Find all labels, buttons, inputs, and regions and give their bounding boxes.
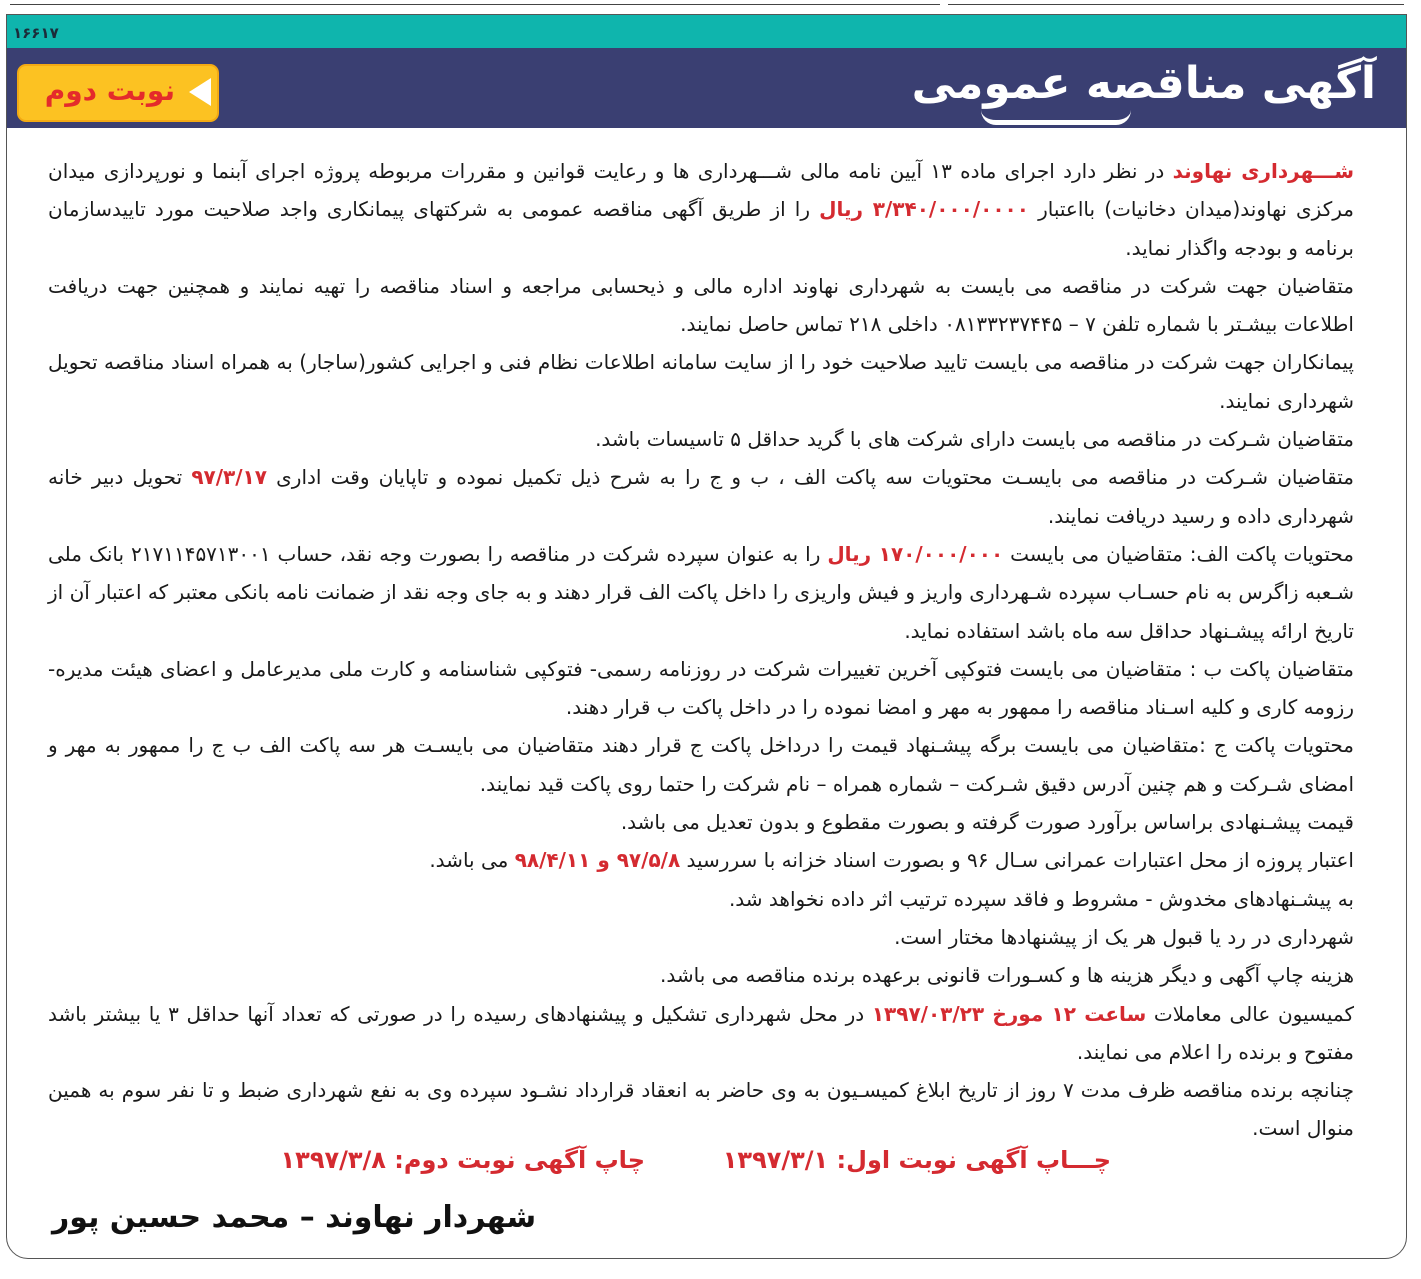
body-paragraph <box>48 803 1354 841</box>
round-badge <box>19 66 217 120</box>
body-paragraph <box>48 152 1354 267</box>
highlighted-text: ۹۷/۳/۱۷ <box>191 465 267 490</box>
signature-line: شهردار نهاوند – محمد حسین پور <box>52 1200 537 1235</box>
ad-body-text <box>48 152 1354 1148</box>
highlighted-text: شـــهرداری نهاوند <box>1172 159 1354 183</box>
body-paragraph <box>48 995 1354 1072</box>
paragraph-text: در محل شهرداری تشکیل و پیشنهادهای رسیده را در صورتی که تعداد آنها حداقل ۳ یا بیشتر باشد مفتوح و برنده را اعلام می نمایند. <box>48 1001 1354 1064</box>
body-paragraph <box>48 880 1354 918</box>
paragraph-text: شهرداری در رد یا قبول هر یک از پیشنهادها مختار است. <box>894 924 1354 949</box>
second-print-date: چاپ آگهی نوبت دوم: ۱۳۹۷/۳/۸ <box>280 1146 645 1174</box>
page-title: آگهی مناقصه عمومی <box>911 58 1376 109</box>
title-swash-decoration <box>981 110 1131 125</box>
paragraph-text: محتویات پاکت ج :متقاضیان می بایست برگه پیشـنهاد قیمت را درداخل پاکت ج قرار دهند متقاضیان می بایسـت هر سه پاکت الف ب ج را ممهور به مهر و امضای شـرکت و هم چنین آدرس دقیق شـرکت – شماره همراه – نام شرکت را حتما روی پاکت قید نمایند. <box>48 733 1354 796</box>
paragraph-text: را از طریق آگهی مناقصه عمومی به شرکتهای پیمانکاری واجد صلاحیت مورد تاییدسازمان برنامه و بودجه واگذار نماید. <box>48 197 1354 260</box>
paragraph-text: محتویات پاکت الف: متقاضیان می بایست <box>1003 541 1354 566</box>
paragraph-text: تحویل دبیر خانه شهرداری داده و رسید دریافت نمایند. <box>48 465 1354 528</box>
body-paragraph <box>48 956 1354 994</box>
paragraph-text: در نظر دارد اجرای ماده ۱۳ آیین نامه مالی شـــهرداری ها و رعایت قوانین و مقررات مربوطه پروژه اجرای آبنما و نورپردازی میدان مرکزی نهاوند(میدان دخانیات) بااعتبار <box>48 159 1354 222</box>
badge-label: نوبت دوم <box>44 74 175 107</box>
title-bar <box>7 48 1406 128</box>
paragraph-text: می باشد. <box>429 848 515 873</box>
teal-header-strip <box>7 15 1406 48</box>
paragraph-text: چنانچه برنده مناقصه ظرف مدت ۷ روز از تاریخ ابلاغ کمیسـیون به وی حاضر به انعقاد قرارداد نشـود سپرده وی به نفع شهرداری ضبط و تا نفر سوم به همین منوال است. <box>48 1078 1354 1141</box>
paragraph-text: را به عنوان سپرده شرکت در مناقصه را بصورت وجه نقد، حساب ۲۱۷۱۱۴۵۷۱۳۰۰۱ بانک ملی شـعبه زاگرس به نام حسـاب سپرده شـهرداری واریز و فیش واریزی را داخل پاکت الف قرار دهند و به جای وجه نقد از ضمانت نامه بانکی معتبر که اعتبار آن از تاریخ ارائه پیشـنهاد حداقل سه ماه باشد استفاده نماید. <box>48 541 1354 643</box>
body-paragraph <box>48 1071 1354 1148</box>
paragraph-text: اعتبار پروزه از محل اعتبارات عمرانی سـال ۹۶ و بصورت اسناد خزانه با سررسید <box>680 848 1354 873</box>
paragraph-text: متقاضیان شـرکت در مناقصه می بایسـت محتویات سه پاکت الف ، ب و ج را به شرح ذیل تکمیل نموده و تاپایان وقت اداری <box>266 465 1354 490</box>
first-print-date: چـــاپ آگهی نوبت اول: ۱۳۹۷/۳/۱ <box>722 1146 1111 1174</box>
paragraph-text: پیمانکاران جهت شرکت در مناقصه می بایست تایید صلاحیت خود را از سایت سامانه اطلاعات نظام فنی و اجرایی کشور(ساجار) به همراه اسناد مناقصه تحویل شهرداری نمایند. <box>48 350 1354 413</box>
top-rule-right <box>948 0 1404 5</box>
body-paragraph <box>48 535 1354 650</box>
paragraph-text: هزینه چاپ آگهی و دیگر هزینه ها و کسـورات قانونی برعهده برنده مناقصه می باشد. <box>660 963 1354 988</box>
ad-code: ۱۶۶۱۷ <box>13 24 59 42</box>
highlighted-text: ۹۷/۵/۸ و ۹۸/۴/۱۱ <box>514 848 681 873</box>
arrow-icon <box>189 78 211 106</box>
paragraph-text: به پیشـنهادهای مخدوش - مشروط و فاقد سپرده ترتیب اثر داده نخواهد شد. <box>728 886 1354 911</box>
highlighted-text: ۳/۳۴۰/۰۰۰/۰۰۰۰ ریال <box>819 197 1029 222</box>
body-paragraph <box>48 267 1354 344</box>
body-paragraph <box>48 841 1354 879</box>
highlighted-text: ساعت ۱۲ مورخ ۱۳۹۷/۰۳/۲۳ <box>871 1001 1147 1026</box>
paragraph-text: قیمت پیشـنهادی براساس برآورد صورت گرفته و بصورت مقطوع و بدون تعدیل می باشد. <box>620 810 1354 835</box>
paragraph-text: متقاضیان جهت شرکت در مناقصه می بایست به شهرداری نهاوند اداره مالی و ذیحسابی مراجعه و اسناد مناقصه را تهیه نمایند و همچنین جهت دریافت اطلاعات بیشـتر با شماره تلفن ۷ – ۰۸۱۳۳۲۳۷۴۴۵ داخلی ۲۱۸ تماس حاصل نمایند. <box>48 273 1354 337</box>
paragraph-text: کمیسیون عالی معاملات <box>1146 1001 1354 1026</box>
top-rule-left <box>10 0 940 5</box>
paragraph-text: متقاضیان شـرکت در مناقصه می بایست دارای شرکت های با گرید حداقل ۵ تاسیسات باشد. <box>595 427 1354 452</box>
body-paragraph <box>48 726 1354 803</box>
highlighted-text: ۱۷۰/۰۰۰/۰۰۰ ریال <box>827 541 1004 566</box>
body-paragraph <box>48 420 1354 458</box>
body-paragraph <box>48 650 1354 727</box>
body-paragraph <box>48 918 1354 956</box>
body-paragraph <box>48 458 1354 535</box>
body-paragraph <box>48 343 1354 420</box>
paragraph-text: متقاضیان پاکت ب : متقاضیان می بایست فتوکپی آخرین تغییرات شرکت در روزنامه رسمی- فتوکپی شناسنامه و کارت ملی مدیرعامل و اعضای هیئت مدیره- رزومه کاری و کلیه اسـناد مناقصه را ممهور به مهر و امضا نموده را در داخل پاکت ب قرار دهند. <box>48 656 1354 720</box>
